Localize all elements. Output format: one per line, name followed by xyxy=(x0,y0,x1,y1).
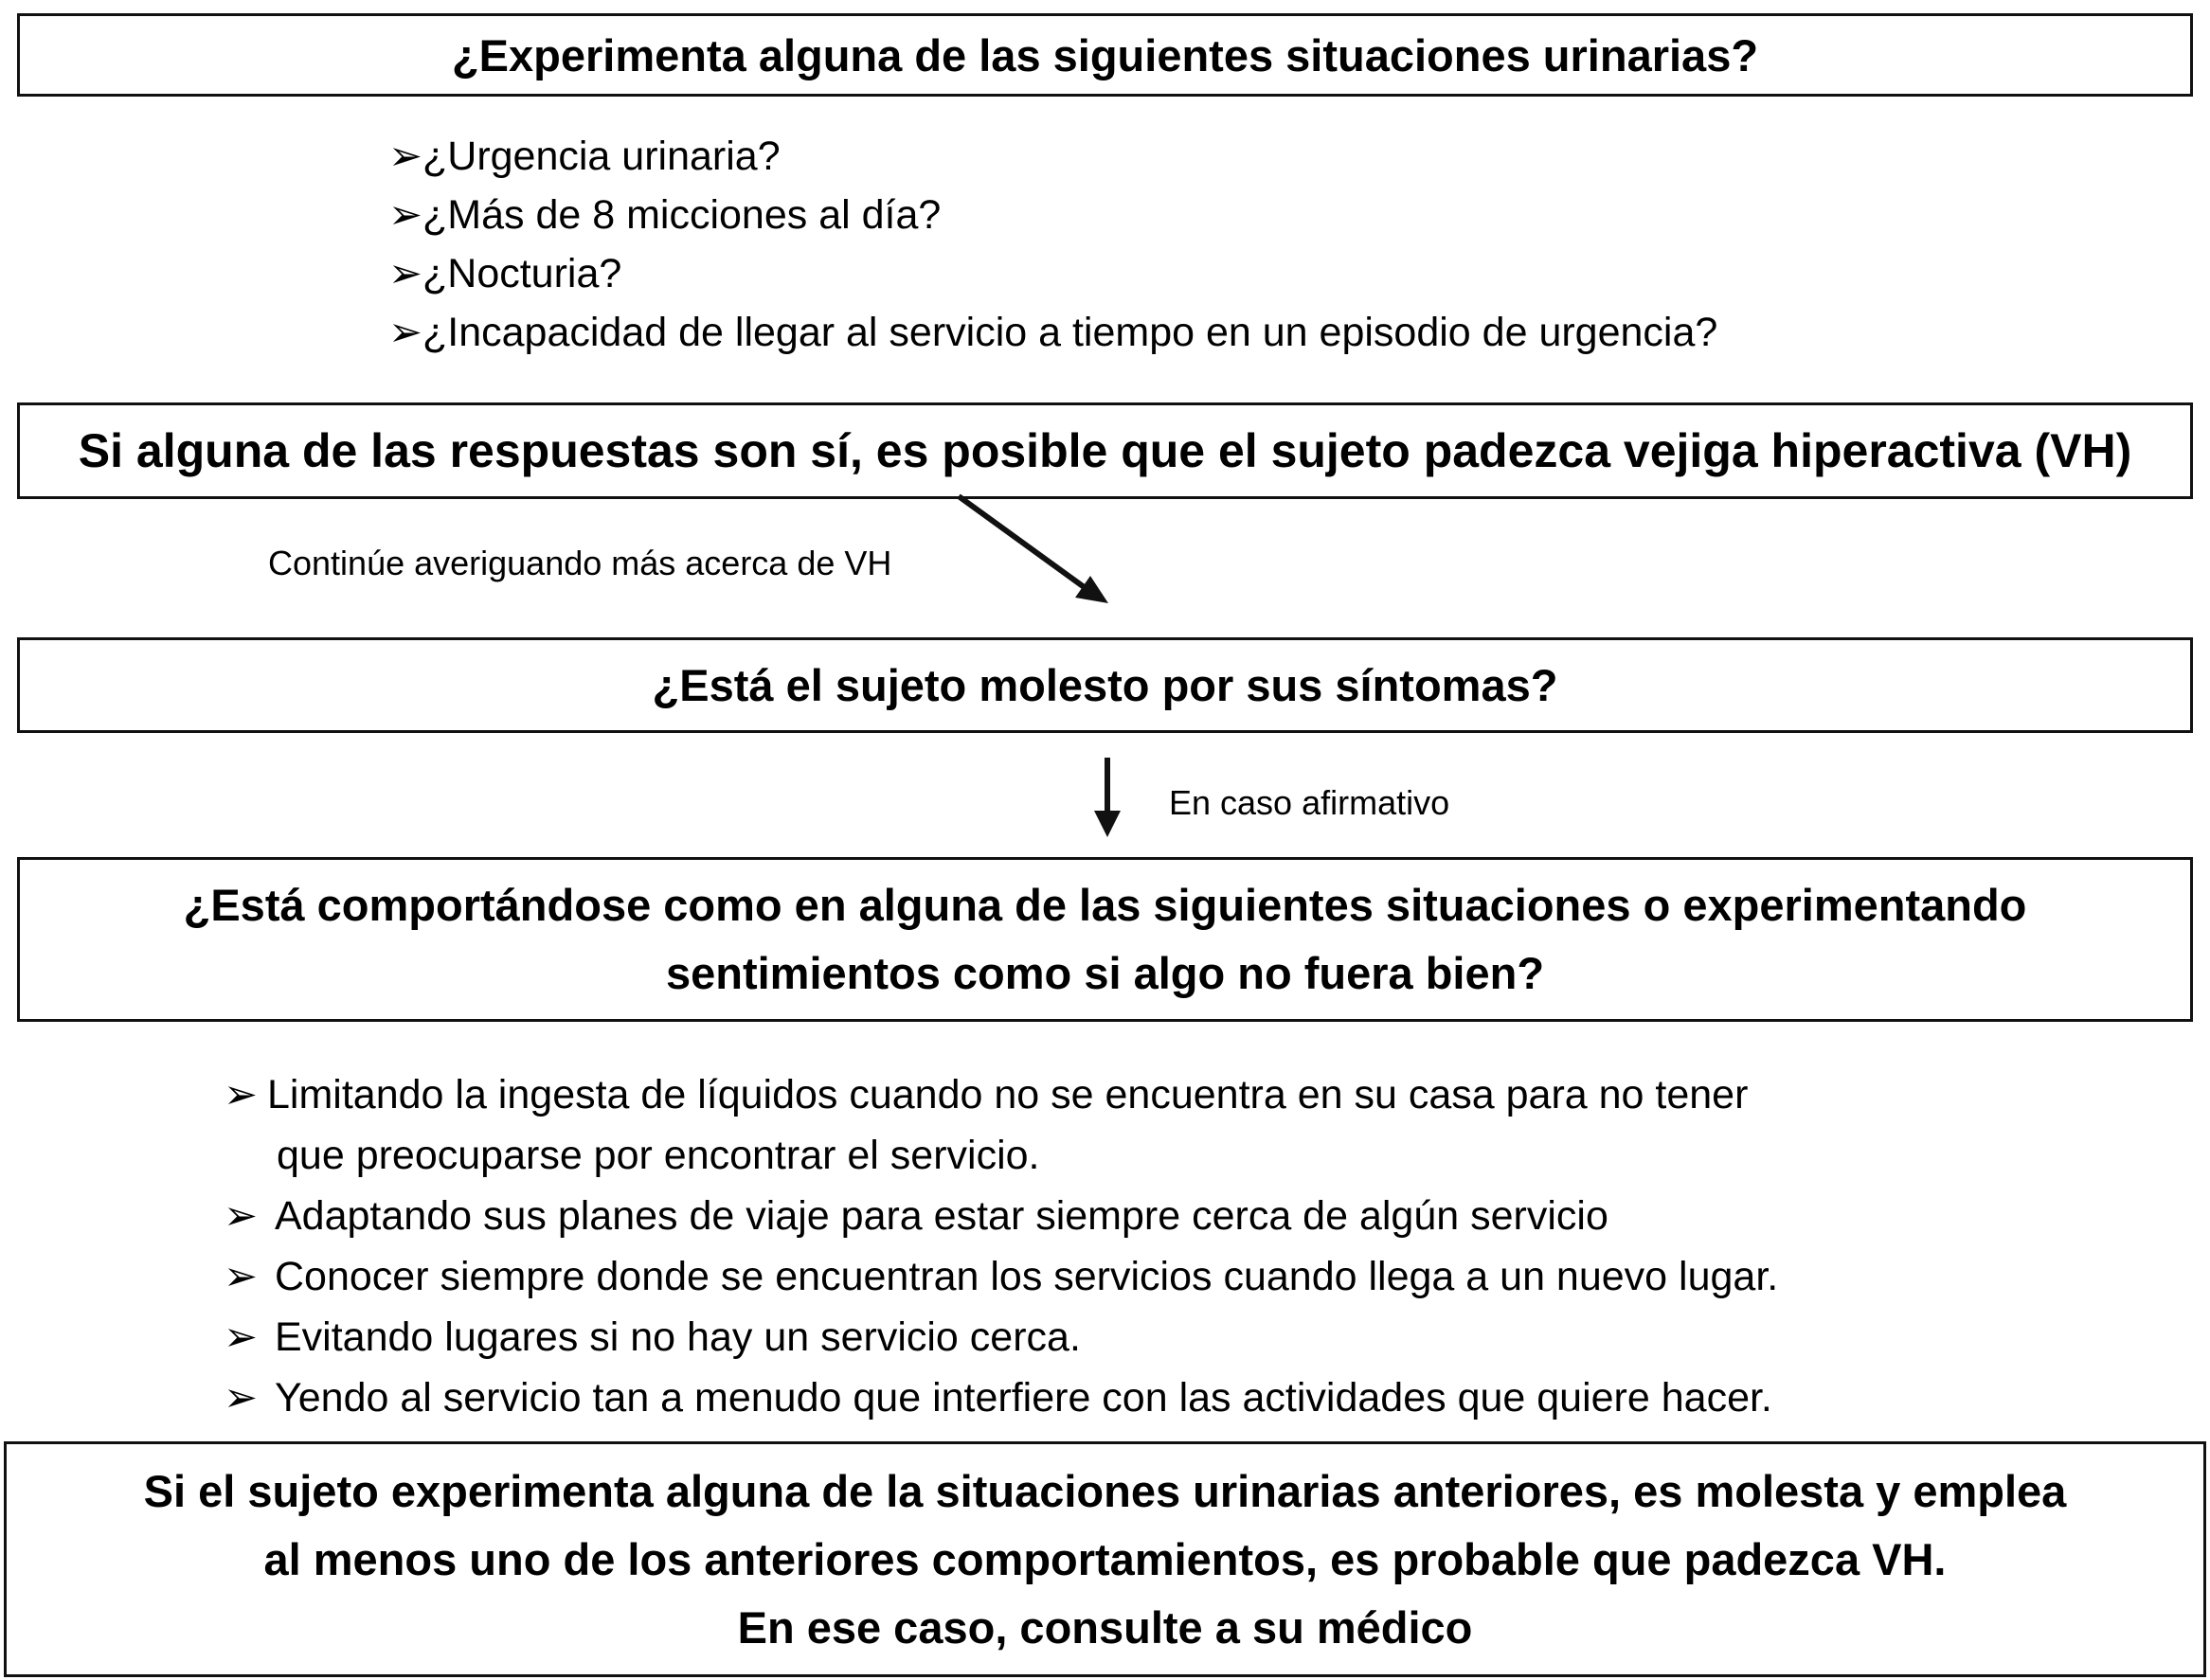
down-arrow-icon xyxy=(1094,758,1121,837)
arrow-bullet-icon: ➢ xyxy=(224,1314,259,1360)
list-item: ➢ ¿Más de 8 micciones al día? xyxy=(388,186,1717,244)
possible-oab-text: Si alguna de las respuestas son sí, es posible que el sujeto padezca vejiga hiperactiva (VH) xyxy=(78,424,2132,477)
bothered-by-symptoms-box xyxy=(17,637,2193,733)
list-item: ➢ ¿Nocturia? xyxy=(388,244,1717,303)
list-item: ➢ Adaptando sus planes de viaje para estar siempre cerca de algún servicio xyxy=(224,1186,1778,1246)
behaviors-list xyxy=(224,1064,1778,1428)
behaviors-question-box xyxy=(17,857,2193,1022)
list-item: ➢ Evitando lugares si no hay un servicio cerca. xyxy=(224,1307,1778,1367)
arrow-bullet-icon: ➢ xyxy=(388,192,423,238)
arrow-bullet-icon: ➢ xyxy=(388,134,423,179)
arrow-bullet-icon: ➢ xyxy=(224,1254,259,1299)
conclusion-text: Si el sujeto experimenta alguna de la situaciones urinarias anteriores, es molesta y emplea al menos uno de los anteriores comportamientos, es probable que padezca VH. En ese caso, consulte a su médico xyxy=(143,1465,2067,1653)
list-item: ➢ Limitando la ingesta de líquidos cuando no se encuentra en su casa para no tener que preocuparse por encontrar el servicio. xyxy=(224,1064,1778,1186)
bothered-by-symptoms-text: ¿Está el sujeto molesto por sus síntomas? xyxy=(652,660,1558,710)
behaviors-question-text: ¿Está comportándose como en alguna de las siguientes situaciones o experimentando sentimientos como si algo no fuera bien? xyxy=(183,880,2027,998)
question-urinary-situations-text: ¿Experimenta alguna de las siguientes situaciones urinarias? xyxy=(451,29,1759,80)
list-item: ➢ ¿Incapacidad de llegar al servicio a tiempo en un episodio de urgencia? xyxy=(388,303,1717,362)
continue-investigating-label: Continúe averiguando más acerca de VH xyxy=(268,544,892,582)
arrow-bullet-icon: ➢ xyxy=(388,310,423,355)
list-item: ➢ ¿Urgencia urinaria? xyxy=(388,127,1717,186)
list-item: ➢ Conocer siempre donde se encuentran los servicios cuando llega a un nuevo lugar. xyxy=(224,1246,1778,1307)
diagonal-arrow-icon xyxy=(959,496,1108,603)
arrow-bullet-icon: ➢ xyxy=(224,1193,259,1239)
conclusion-box xyxy=(4,1441,2206,1677)
list-item: ➢ Yendo al servicio tan a menudo que interfiere con las actividades que quiere hacer. xyxy=(224,1367,1778,1428)
if-affirmative-label: En caso afirmativo xyxy=(1169,783,1450,822)
arrow-bullet-icon: ➢ xyxy=(224,1375,259,1421)
arrow-bullet-icon: ➢ xyxy=(224,1072,259,1117)
arrow-bullet-icon: ➢ xyxy=(388,251,423,296)
